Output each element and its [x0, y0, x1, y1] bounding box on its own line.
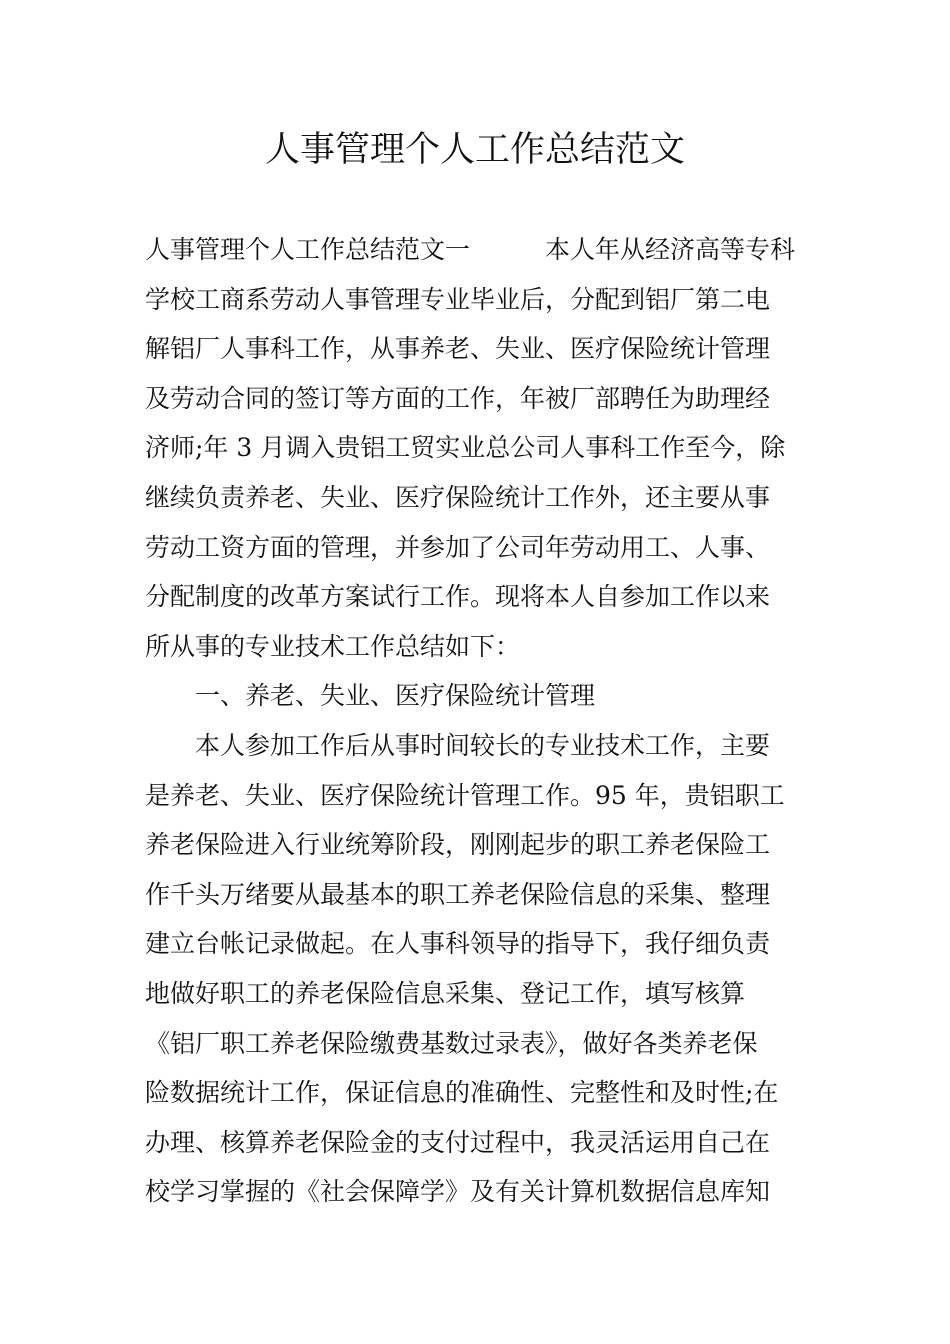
text-line: 学校工商系劳动人事管理专业毕业后，分配到铝厂第二电 — [145, 284, 771, 314]
text-line: 养老保险进入行业统筹阶段，刚刚起步的职工养老保险工 — [145, 830, 771, 860]
text-line: 分配制度的改革方案试行工作。现将本人自参加工作以来 — [145, 582, 771, 612]
text-line: 本人参加工作后从事时间较长的专业技术工作，主要 — [195, 730, 771, 760]
text-line: 办理、核算养老保险金的支付过程中，我灵活运用自己在 — [145, 1127, 771, 1157]
text-line: 是养老、失业、医疗保险统计管理工作。95 年，贵铝职工 — [145, 780, 785, 810]
text-line: 所从事的专业技术工作总结如下： — [145, 631, 521, 661]
document-body — [145, 225, 807, 1217]
page-title: 人事管理个人工作总结范文 — [264, 130, 685, 170]
text-line: 作千头万绪要从最基本的职工养老保险信息的采集、整理 — [145, 879, 771, 909]
text-line: 建立台帐记录做起。在人事科领导的指导下，我仔细负责 — [145, 929, 771, 959]
text-line: 劳动工资方面的管理，并参加了公司年劳动用工、人事、 — [145, 532, 771, 562]
text-line: 人事管理个人工作总结范文一 本人年从经济高等专科 — [145, 235, 796, 264]
text-line: 校学习掌握的《社会保障学》及有关计算机数据信息库知 — [145, 1177, 771, 1207]
text-line: 继续负责养老、失业、医疗保险统计工作外，还主要从事 — [145, 482, 771, 512]
text-line: 地做好职工的养老保险信息采集、登记工作，填写核算 — [145, 978, 746, 1008]
text-line: 险数据统计工作，保证信息的准确性、完整性和及时性;在 — [145, 1078, 779, 1108]
text-line: 济师;年 3 月调入贵铝工贸实业总公司人事科工作至今，除 — [145, 433, 786, 463]
text-line: 及劳动合同的签订等方面的工作，年被厂部聘任为助理经 — [145, 383, 771, 413]
text-line: 一、养老、失业、医疗保险统计管理 — [195, 681, 596, 711]
text-line: 解铝厂人事科工作，从事养老、失业、医疗保险统计管理 — [145, 334, 771, 364]
text-line: 《铝厂职工养老保险缴费基数过录表》，做好各类养老保 — [145, 1028, 758, 1058]
